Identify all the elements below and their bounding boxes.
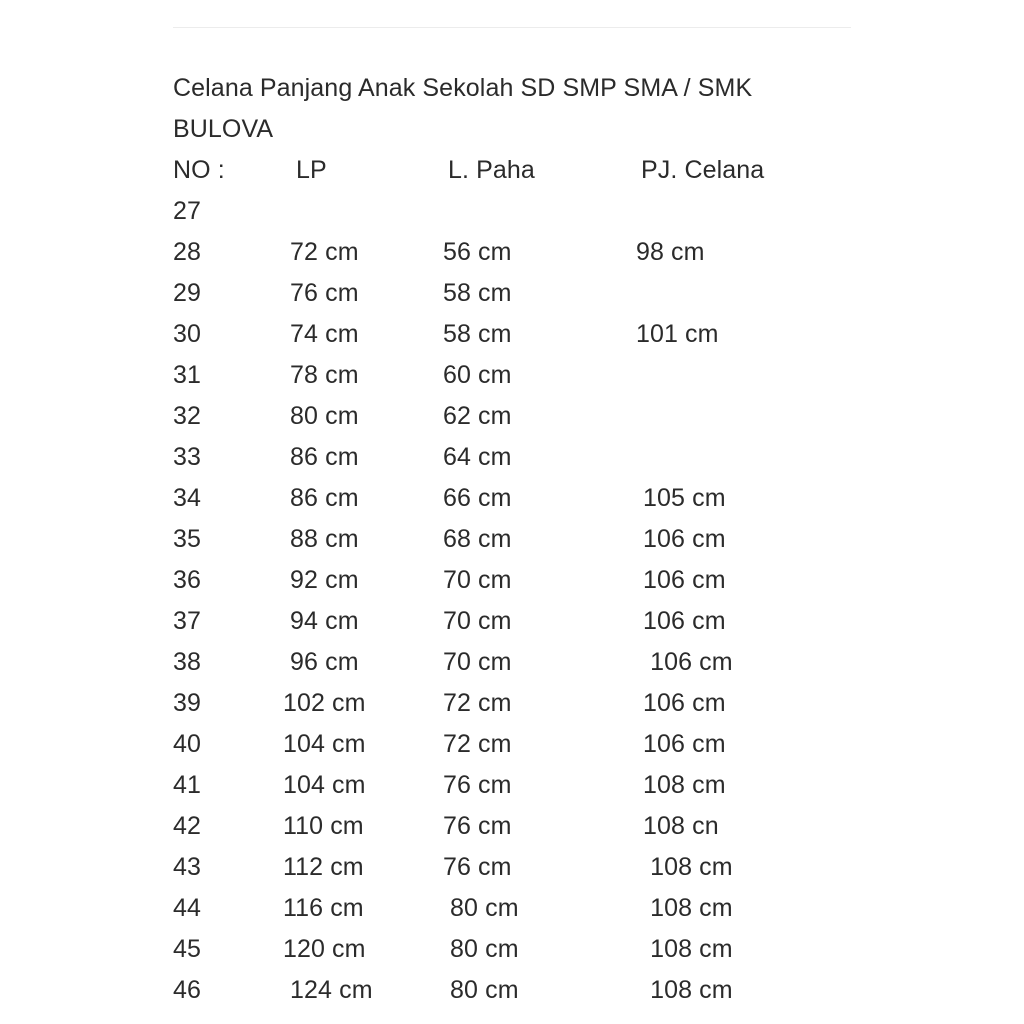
table-row <box>173 683 873 724</box>
table-row <box>173 191 873 232</box>
cell-paha: 76 cm <box>443 853 512 881</box>
cell-pj-celana: 108 cm <box>636 894 733 922</box>
cell-no: 29 <box>173 279 202 307</box>
cell-paha: 80 cm <box>443 976 519 1004</box>
cell-no: 31 <box>173 361 202 389</box>
cell-no: 40 <box>173 730 202 758</box>
cell-paha: 70 cm <box>443 566 512 594</box>
cell-lp: 78 cm <box>283 361 359 389</box>
table-row <box>173 396 873 437</box>
cell-no: 34 <box>173 484 202 512</box>
cell-no: 36 <box>173 566 202 594</box>
header-lp: LP <box>296 156 327 184</box>
cell-pj-celana: 105 cm <box>636 484 726 512</box>
table-row <box>173 806 873 847</box>
cell-paha: 80 cm <box>443 894 519 922</box>
cell-lp: 92 cm <box>283 566 359 594</box>
cell-paha: 66 cm <box>443 484 512 512</box>
cell-lp: 112 cm <box>283 853 364 881</box>
header-paha: L. Paha <box>448 156 535 184</box>
cell-pj-celana: 106 cm <box>636 648 733 676</box>
cell-paha: 62 cm <box>443 402 512 430</box>
cell-no: 27 <box>173 197 202 225</box>
cell-paha: 56 cm <box>443 238 512 266</box>
cell-lp: 86 cm <box>283 443 359 471</box>
cell-no: 42 <box>173 812 202 840</box>
size-table-body <box>173 191 873 1011</box>
cell-no: 41 <box>173 771 202 799</box>
cell-lp: 72 cm <box>283 238 359 266</box>
cell-paha: 58 cm <box>443 320 512 348</box>
cell-lp: 104 cm <box>283 730 366 758</box>
table-row <box>173 970 873 1011</box>
cell-no: 43 <box>173 853 202 881</box>
table-row <box>173 888 873 929</box>
cell-paha: 64 cm <box>443 443 512 471</box>
table-row <box>173 232 873 273</box>
cell-paha: 68 cm <box>443 525 512 553</box>
cell-pj-celana: 106 cm <box>636 607 726 635</box>
table-row <box>173 314 873 355</box>
table-header <box>173 150 873 191</box>
table-row <box>173 519 873 560</box>
cell-pj-celana: 108 cm <box>636 935 733 963</box>
cell-pj-celana: 108 cm <box>636 976 733 1004</box>
cell-lp: 102 cm <box>283 689 366 717</box>
cell-paha: 72 cm <box>443 689 512 717</box>
cell-paha: 76 cm <box>443 771 512 799</box>
header-no: NO : <box>173 156 225 184</box>
cell-lp: 110 cm <box>283 812 364 840</box>
cell-pj-celana: 106 cm <box>636 566 726 594</box>
cell-lp: 80 cm <box>283 402 359 430</box>
cell-no: 44 <box>173 894 202 922</box>
top-divider <box>173 27 851 28</box>
cell-paha: 58 cm <box>443 279 512 307</box>
table-row <box>173 273 873 314</box>
cell-pj-celana: 98 cm <box>636 238 705 266</box>
cell-no: 45 <box>173 935 202 963</box>
size-chart-document <box>173 68 873 1011</box>
cell-no: 46 <box>173 976 202 1004</box>
table-row <box>173 642 873 683</box>
table-row <box>173 355 873 396</box>
table-row <box>173 478 873 519</box>
table-row <box>173 724 873 765</box>
table-row <box>173 601 873 642</box>
cell-pj-celana: 108 cm <box>636 853 733 881</box>
cell-pj-celana: 106 cm <box>636 689 726 717</box>
cell-lp: 74 cm <box>283 320 359 348</box>
cell-lp: 96 cm <box>283 648 359 676</box>
cell-no: 39 <box>173 689 202 717</box>
cell-pj-celana: 108 cn <box>636 812 719 840</box>
table-row <box>173 929 873 970</box>
cell-no: 33 <box>173 443 202 471</box>
cell-lp: 94 cm <box>283 607 359 635</box>
cell-lp: 120 cm <box>283 935 366 963</box>
cell-paha: 70 cm <box>443 607 512 635</box>
table-row <box>173 560 873 601</box>
cell-no: 28 <box>173 238 202 266</box>
cell-no: 32 <box>173 402 202 430</box>
cell-lp: 104 cm <box>283 771 366 799</box>
cell-pj-celana: 106 cm <box>636 525 726 553</box>
cell-pj-celana: 106 cm <box>636 730 726 758</box>
table-row <box>173 847 873 888</box>
cell-paha: 76 cm <box>443 812 512 840</box>
cell-lp: 124 cm <box>283 976 373 1004</box>
cell-lp: 86 cm <box>283 484 359 512</box>
cell-no: 38 <box>173 648 202 676</box>
cell-lp: 116 cm <box>283 894 364 922</box>
table-row <box>173 437 873 478</box>
table-row <box>173 765 873 806</box>
header-pj-celana: PJ. Celana <box>641 156 765 184</box>
cell-pj-celana: 108 cm <box>636 771 726 799</box>
cell-pj-celana: 101 cm <box>636 320 719 348</box>
cell-paha: 60 cm <box>443 361 512 389</box>
cell-lp: 76 cm <box>283 279 359 307</box>
cell-paha: 70 cm <box>443 648 512 676</box>
cell-no: 35 <box>173 525 202 553</box>
cell-no: 37 <box>173 607 202 635</box>
product-title: Celana Panjang Anak Sekolah SD SMP SMA / SMK BULOVA <box>173 74 760 143</box>
cell-paha: 80 cm <box>443 935 519 963</box>
cell-no: 30 <box>173 320 202 348</box>
cell-lp: 88 cm <box>283 525 359 553</box>
cell-paha: 72 cm <box>443 730 512 758</box>
